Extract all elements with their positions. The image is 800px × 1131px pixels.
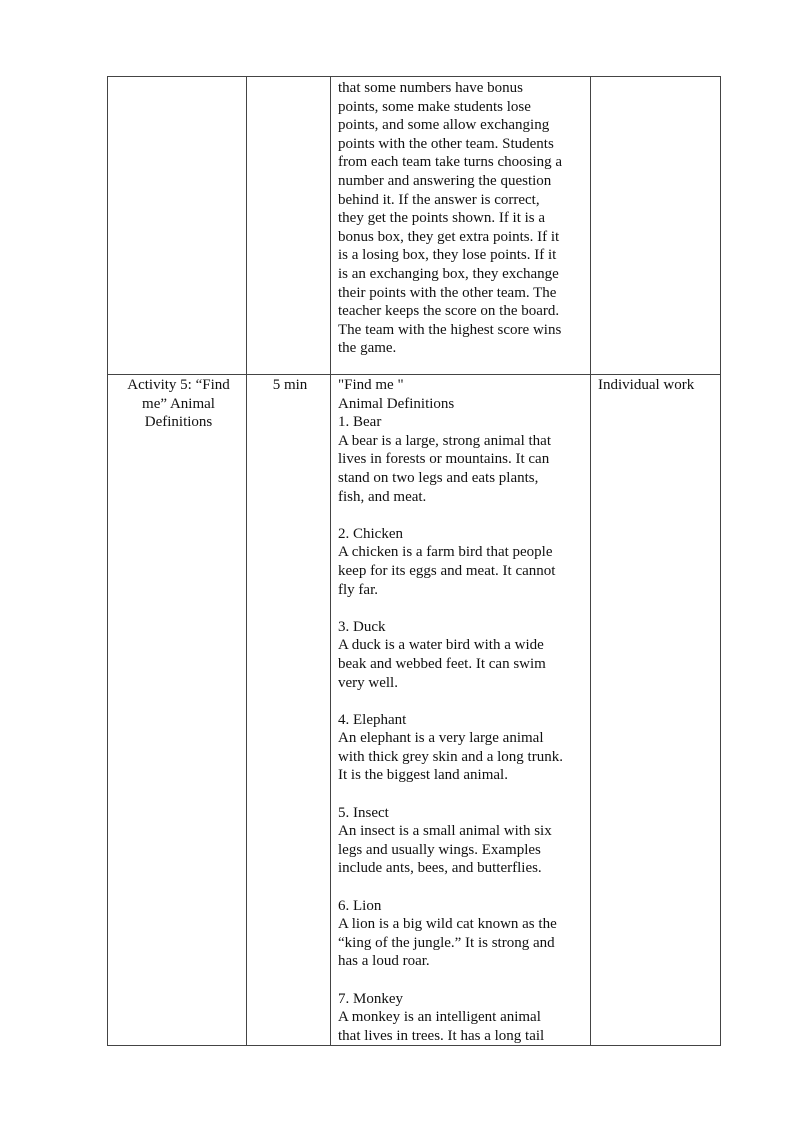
definition-line: It is the biggest land animal. <box>338 767 508 784</box>
blank-line <box>338 785 586 804</box>
procedure-line: bonus box, they get extra points. If it <box>338 228 560 245</box>
definition-line: A chicken is a farm bird that people <box>338 544 553 561</box>
definition-line: A bear is a large, strong animal that <box>338 432 551 449</box>
definition-line: stand on two legs and eats plants, <box>338 469 539 486</box>
procedure-line: points, and some allow exchanging <box>338 117 550 134</box>
time-value: 5 min <box>272 377 308 393</box>
definition-line: fish, and meat. <box>338 488 427 505</box>
definition-line: include ants, bees, and butterflies. <box>338 860 542 877</box>
interaction-cell-empty <box>591 77 721 375</box>
definition-line: that lives in trees. It has a long tail <box>338 1027 545 1044</box>
time-cell-empty <box>247 77 331 375</box>
definition-line: very well. <box>338 674 398 691</box>
procedure-line: from each team take turns choosing a <box>338 154 563 171</box>
definition-line: has a loud roar. <box>338 953 430 970</box>
definition-title: 3. Duck <box>338 618 386 635</box>
procedure-line: points, some make students lose <box>338 98 531 115</box>
definition-line: An insect is a small animal with six <box>338 823 552 840</box>
definition-line: A lion is a big wild cat known as the <box>338 916 557 933</box>
activity-heading: "Find me " <box>338 377 404 393</box>
definition-line: “king of the jungle.” It is strong and <box>338 934 555 951</box>
definition-title: 6. Lion <box>338 897 382 914</box>
definition-title: 1. Bear <box>338 414 382 431</box>
procedure-line: is an exchanging box, they exchange <box>338 265 559 282</box>
procedure-line: is a losing box, they lose points. If it <box>338 247 557 264</box>
table-row-continued <box>108 77 721 375</box>
procedure-line: that some numbers have bonus <box>338 80 523 96</box>
definition-line: An elephant is a very large animal <box>338 730 544 747</box>
table-row-activity-5 <box>108 375 721 1046</box>
procedure-line: they get the points shown. If it is a <box>338 210 546 227</box>
procedure-line: the game. <box>338 340 397 357</box>
blank-line <box>338 506 586 525</box>
definition-line: keep for its eggs and meat. It cannot <box>338 562 556 579</box>
procedure-line: The team with the highest score wins <box>338 321 562 338</box>
activity-subheading: Animal Definitions <box>338 395 455 412</box>
definition-line: with thick grey skin and a long trunk. <box>338 748 563 765</box>
lesson-plan-table <box>107 76 721 1046</box>
stage-cell-empty <box>108 77 247 375</box>
stage-line: Activity 5: “Find <box>127 377 230 393</box>
procedure-line: teacher keeps the score on the board. <box>338 303 560 320</box>
stage-line: me” Animal <box>142 395 215 412</box>
blank-line <box>338 878 586 897</box>
procedure-line: number and answering the question <box>338 172 552 189</box>
stage-line: Definitions <box>144 414 213 431</box>
definition-line: A duck is a water bird with a wide <box>338 637 544 654</box>
definition-line: A monkey is an intelligent animal <box>338 1009 541 1026</box>
blank-line <box>338 692 586 711</box>
definition-title: 2. Chicken <box>338 525 403 542</box>
definition-line: legs and usually wings. Examples <box>338 841 541 858</box>
definition-line: beak and webbed feet. It can swim <box>338 655 546 672</box>
definition-title: 5. Insect <box>338 804 389 821</box>
procedure-cell <box>331 77 591 375</box>
procedure-line: behind it. If the answer is correct, <box>338 191 540 208</box>
definition-title: 7. Monkey <box>338 990 403 1007</box>
definition-title: 4. Elephant <box>338 711 407 728</box>
blank-line <box>338 971 586 990</box>
definition-line: fly far. <box>338 581 378 598</box>
interaction-value: Individual work <box>598 377 695 393</box>
procedure-line: points with the other team. Students <box>338 135 554 152</box>
time-cell <box>247 375 331 1046</box>
definition-line: lives in forests or mountains. It can <box>338 451 550 468</box>
interaction-cell <box>591 375 721 1046</box>
stage-cell <box>108 375 247 1046</box>
blank-line <box>338 599 586 618</box>
procedure-cell <box>331 375 591 1046</box>
procedure-line: their points with the other team. The <box>338 284 557 301</box>
